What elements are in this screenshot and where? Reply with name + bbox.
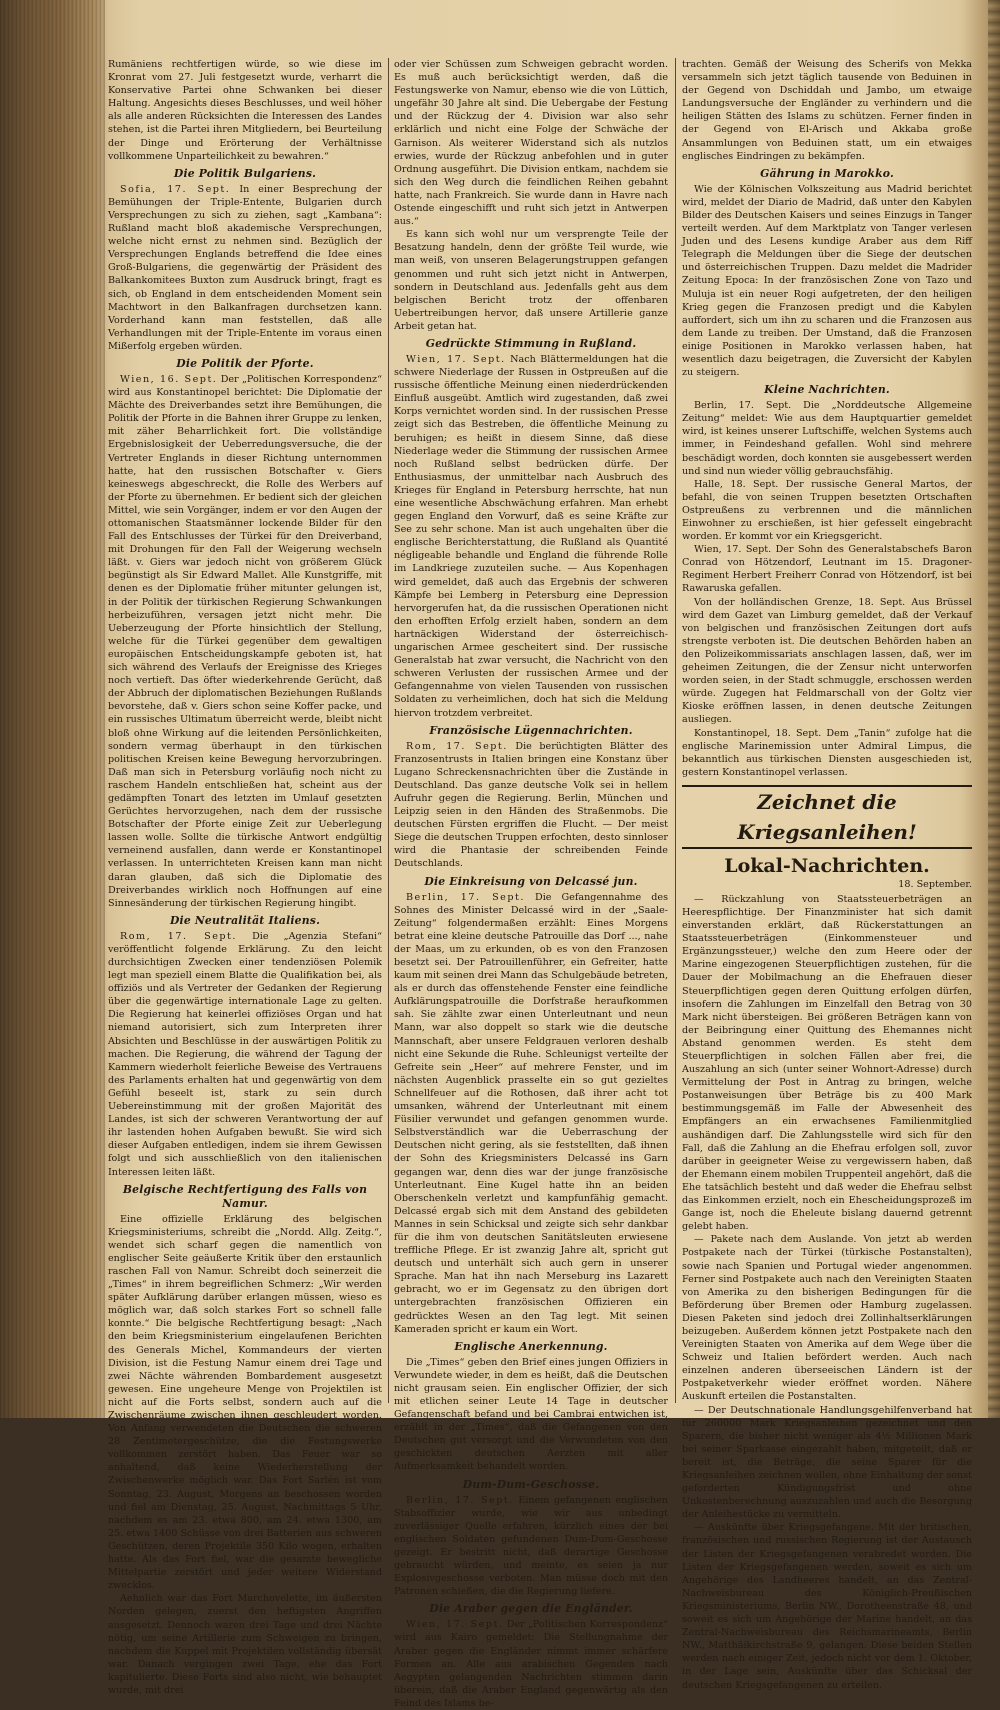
page-edge [988, 0, 1000, 1418]
article-body [394, 1618, 668, 1710]
continued-text: Rumäniens rechtfertigen würde, so wie diese im Kronrat vom 27. Juli festgesetzt wurde, verharrt die Konservative Partei ohne Schwanken bei dieser Haltung. Angesichts dieses Beschlusses, und weil höher als alle anderen Rücksichten die Interessen des Landes stehen, ist die Partei ihren Mitgliedern, bei Beurteilung der Dinge und Erörterung der Verhältnisse vollkommene Unparteilichkeit zu bewahren.“ [108, 59, 382, 162]
continued-text: oder vier Schüssen zum Schweigen gebracht worden. Es muß auch berücksichtigt werden, daß die Festungswerke von Namur, ebenso wie die von Lüttich, ungefähr 30 Jahre alt sind. Die Uebergabe der Festung und der Rückzug der 4. Division war also sehr erklärlich und nicht eine Folge der Schwäche der Garnison. Als weiterer Widerstand sich als nutzlos erwies, wurde der Rückzug anbefohlen und in guter Ordnung ausgeführt. Die Division entkam, nachdem sie sich den Weg durch die feindlichen Reihen gebahnt hatte, nach Frankreich. Sie wurde dann in Havre nach Ostende eingeschifft und ruht sich jetzt in Antwerpen aus.“ [394, 59, 668, 228]
local-item: — Pakete nach dem Auslande. Von jetzt ab werden Postpakete nach der Türkei (türkische Postanstalten), sowie nach Spanien und Portugal wieder angenommen. Ferner sind Postpakete auch nach den Vereinigten Staaten von Amerika zu den bisherigen Bedingungen für die Beförderung über Bremen oder Hamburg zugelassen. Diesen Paketen sind jedoch drei Zollinhaltserklärungen beizugeben. Außerdem können jetzt Postpakete nach den Vereinigten Staaten von Amerika auf dem Wege über die Schweiz und Italien befördert werden. Auch nach einzelnen anderen überseeischen Ländern ist der Postpaketverkehr wieder eröffnet worden. Nähere Auskunft erteilen die Postanstalten. [682, 1234, 972, 1403]
article-text: Die Gefangennahme des Sohnes des Minister Delcassé wird in der „Saale-Zeitung“ folgendermaßen erzählt: Eines Morgens betrat eine kleine deutsche Patrouille das Dorf ..., nahe der Maas, um zu erkunden, ob es von den Franzosen besetzt sei. Der Patrouillenführer, ein Gefreiter, hatte kaum mit seinen drei Mann das Schulgebäude betreten, als er durch das offenstehende Fenster eine feindliche Aufklärungspatrouille die Dorfstraße heraufkommen sah. Sie zählte zwar einen Unterleutnant und neun Mann, war also doppelt so stark wie die deutsche Mannschaft, aber unsere Feldgrauen verloren deshalb nicht eine Sekunde die Ruhe. Schleunigst verteilte der Gefreite sein „Heer“ auf mehrere Fenster, und im nächsten Augenblick prasselte ein so gut gezieltes Schnellfeuer auf die Rothosen, daß ihrer acht tot umsanken, während der Unterleutnant mit einem Füsilier verwundet und gefangen genommen wurde. Selbstverständlich war die Ueberraschung der Deutschen nicht gering, als sie feststellten, daß ihnen der Sohn des Kriegsministers Delcassé ins Garn gegangen war, denn dies war der junge französische Unterleutnant. Eine Kugel hatte ihn an beiden Oberschenkeln verletzt und kampfunfähig gemacht. Delcassé ergab sich mit dem Anstand des gebildeten Mannes in sein Schicksal und zeigte sich sehr dankbar für die ihm von deutschen Sanitätsleuten erwiesene treffliche Pflege. Er ist zwanzig Jahre alt, spricht gut deutsch und unterhält sich auch gern in unserer Sprache. Man hat ihn nach Merseburg ins Lazarett gebracht, wo er im Gegensatz zu den übrigen dort untergebrachten französischen Offizieren ein gedrücktes Wesen an den Tag legt. Mit seinen Kameraden spricht er kaum ein Wort. [394, 891, 668, 1335]
article-body [108, 183, 382, 353]
dateline: Sofia, 17. Sept. [120, 183, 231, 195]
news-item: Berlin, 17. Sept. Die „Norddeutsche Allgemeine Zeitung“ meldet: Wie aus dem Hauptquartier gemeldet wird, ist keines unserer Luftschiffe, welchen Systems auch immer, in Feindeshand gefallen. Wohl sind mehrere beschädigt worden, doch konnten sie ausgebessert werden und sind nun wieder völlig gebrauchsfähig. [682, 400, 972, 477]
dateline: Rom, 17. Sept. [120, 930, 237, 942]
article-title: Die Araber gegen die Engländer. [429, 1602, 633, 1616]
article-title: Gährung in Marokko. [760, 166, 894, 180]
article-body [394, 353, 668, 720]
dateline: Wien, 17. Sept. [406, 353, 506, 365]
dateline: Rom, 17. Sept. [406, 740, 508, 752]
article-text: Einem gefangenen englischen Stabsoffizier wurde, wie wir aus unbedingt zuverlässiger Quelle erfahren, kürzlich eines der bei englischen Soldaten gefundenen Dum-Dum-Geschosse gezeigt. Er bestritt nicht, daß derartige Geschosse gebraucht würden, und meinte, es seien ja nur Explosivgeschosse verboten. Man müsse doch mit den Patronen schießen, die die Regierung liefere. [394, 1494, 668, 1598]
news-item: Von der holländischen Grenze, 18. Sept. Aus Brüssel wird dem Gazet van Limburg gemeldet, daß der Verkauf von belgischen und französischen Zeitungen dort aufs strengste verboten ist. Die deutschen Behörden haben an den Polizeikommissariats anschlagen lassen, daß, wer im geheimen Zeitungen, die der Zensur nicht unterworfen worden seien, in der Stadt schmuggle, erschossen werden würde. Zugegen hat Feldmarschall von der Goltz vier Kioske eröffnen lassen, in denen deutsche Zeitungen ausliegen. [682, 596, 972, 726]
article-title: Die Politik der Pforte. [176, 356, 314, 370]
dateline: Berlin, 17. Sept. [406, 891, 525, 903]
article-title: Dum-Dum-Geschosse. [462, 1477, 600, 1491]
column-1 [108, 58, 382, 1696]
article-title: Die Einkreisung von Delcassé jun. [424, 874, 638, 888]
article-text: Die „Agenzia Stefani“ veröffentlicht folgende Erklärung. Zu den leicht durchsichtigen Zwecken einer tendenziösen Polemik legt man speziell einem Blatte die Qualifikation bei, als offiziös und als Vertreter der Gedanken der Regierung über die gegenwärtige internationale Lage zu gelten. Die Regierung hat keinerlei offiziöses Organ und hat niemand autorisiert, sich zum Interpreten ihrer Absichten und Beschlüsse in der auswärtigen Politik zu machen. Die Regierung, die während der Tagung der Kammern wiederholt feierliche Beweise des Vertrauens des Parlaments erhalten hat und gegenwärtig von dem Gefühl beseelt ist, stark zu sein durch Uebereinstimmung mit der großen Majorität des Landes, ist sich der schweren Verantwortung der auf ihr lastenden hohen Aufgaben bewußt. Sie wird sich dieser Aufgaben entledigen, indem sie ihrem Gewissen folgt und sich ausschließlich von den italienischen Interessen leiten läßt. [108, 930, 382, 1178]
column-rule [388, 58, 389, 1403]
local-item: — Der Deutschnationale Handlungsgehilfenverband hat für 260000 Mark Kriegsanleihen gezeichnet und den Sparern, die bisher nicht weniger als 4½ Millionen Mark bei seiner Sparkasse eingezahlt haben, mitgeteilt, daß er bereit ist, die Beträge, die seine Sparer für die Kriegsanleihen zeichnen wollen, ohne Einhaltung der sonst geforderten Kündigungsfrist und ohne Unkostenberechnung auszuzahlen und auch die Besorgung der Anleihestücke zu vermitteln. [682, 1404, 972, 1521]
news-item: Wien, 17. Sept. Der Sohn des Generalstabschefs Baron Conrad von Hötzendorf, Leutnant im 15. Dragoner-Regiment Herbert Freiherr Conrad von Hötzendorf, ist bei Rawaruska gefallen. [682, 544, 972, 595]
article-title: Gedrückte Stimmung in Rußland. [425, 336, 637, 350]
section-heading: Lokal-Nachrichten. [724, 854, 930, 877]
article-body [108, 930, 382, 1179]
article-body [394, 740, 668, 871]
continued-text: trachten. Gemäß der Weisung des Scherifs von Mekka versammeln sich jetzt täglich tausende von Beduinen in der Gegend von Dschiddah und Jambo, um etwaige Landungsversuche der Engländer zu verhindern und die heiligen Stätten des Islams zu schützen. Ferner finden in der Gegend von El-Arisch und Akkaba große Ansammlungen von Beduinen statt, um ein etwaiges englisches Eindringen zu bekämpfen. [682, 59, 972, 162]
article-title: Französische Lügennachrichten. [429, 723, 633, 737]
article-body: Eine offizielle Erklärung des belgischen Kriegsministeriums, schreibt die „Nordd. Allg. Zeitg.“, wendet sich scharf gegen die namentlich von englischer Seite geäußerte Kritik über den erstaunlich raschen Fall von Namur. Schreibt doch seinerzeit die „Times“ in ihrem begreiflichen Schmerz: „Wir werden später Aufklärung darüber erlangen müssen, wieso es möglich war, daß solch starkes Fort so schnell falle konnte.“ Die belgische Rechtfertigung besagt: „Nach den beim Kriegsministerium eingelaufenen Berichten des Generals Michel, Kommandeurs der vierten Division, ist die Festung Namur einem drei Tage und zwei Nächte währenden Bombardement ausgesetzt gewesen. Eine ungeheure Menge von Projektilen ist nicht auf die Forts selbst, sondern auch auf die Zwischenräume zwischen ihnen geschleudert worden. Von Anfang verwendeten die Deutschen die schweren 28 Zentimetergeschütze, die die Festungswerke vollkommen zerstört haben. Das Feuer war so anhaltend, daß keine Wiederherstellung der Zwischenwerke möglich war. Das Fort Sarlén ist vom Sonntag, 23. August, Morgens an beschossen worden und fiel am Dienstag, 25. August, Nachmittags 5 Uhr, nachdem es am 23. etwa 800, am 24. etwa 1300, am 25. etwa 1400 Schüsse von drei Batterien aus schweren Geschützen, deren Projektile 350 Kilo wogen, erhalten hatte. Als das Fort fiel, war die gesamte bewegliche Mittelpartie zerstört und jeder weitere Widerstand zwecklos. [108, 1213, 382, 1592]
article-body: Aehnlich war das Fort Marchovelette, im äußersten Norden gelegen, zuerst den heftigsten Angriffen ausgesetzt. Dennoch waren drei Tage und drei Nächte nötig, um seine Artillerie zum Schweigen zu bringen, nachdem die Kuppel mit Projektilen vollständig übersät war. Danach vergingen zwei Tage, ehe das Fort kapitulierte. Diese Forts sind also nicht, wie behauptet wurde, mit drei [108, 1593, 382, 1696]
article-title: Die Politik Bulgariens. [173, 166, 317, 180]
article-title: Kleine Nachrichten. [764, 383, 890, 397]
article-body: Wie der Kölnischen Volkszeitung aus Madrid berichtet wird, meldet der Diario de Madrid, daß unter den Kabylen Bilder des Deutschen Kaisers und seines Einzugs in Tanger verteilt werden. Auf dem Marktplatz von Tanger verlesen Juden und des Lesens kundige Araber aus dem Riff Telegraph die Meldungen über die Siege der deutschen und österreichischen Truppen. Dazu meldet die Madrider Zeitung Epoca: In der französischen Zone von Tazo und Muluja ist ein neuer Rogi aufgetreten, der den heiligen Krieg gegen die Franzosen predigt und die Kabylen auffordert, sich um ihn zu scharen und die Franzosen aus dem Lande zu treiben. Der Umstand, daß die Franzosen einige Positionen in Marokko verlassen haben, hat wesentlich dazu beigetragen, die Zuversicht der Kabylen zu steigern. [682, 183, 972, 379]
article-title: Die Neutralität Italiens. [169, 913, 321, 927]
news-item: Halle, 18. Sept. Der russische General Martos, der befahl, die von seinen Truppen besetzten Ortschaften Ostpreußens zu verbrennen und die männlichen Einwohner zu erschießen, ist hier gefesselt eingebracht worden. Er kommt vor ein Kriegsgericht. [682, 478, 972, 543]
newspaper-page [108, 58, 984, 1709]
article-body [394, 1494, 668, 1599]
article-body [108, 373, 382, 910]
column-2 [394, 58, 668, 1709]
section-date: 18. September. [898, 878, 972, 890]
article-text: In einer Besprechung der Bemühungen der Triple-Entente, Bulgarien durch Versprechungen zu sich zu ziehen, sagt „Kambana“: Rußland macht bloß akademische Versprechungen, welche nicht ernst zu nehmen sind. Bezüglich der Versprechungen Englands betreffend die Idee eines Groß-Bulgariens, die gegenwärtig der Präsident des Balkankomitees Buxton zum Ausdruck bringt, fragt es sich, ob England in dem entscheidenden Moment sein Machtwort in den Balkanfragen durchsetzen kann. Vorderhand kann man feststellen, daß alle Verhandlungen mit der Triple-Entente im voraus einen Mißerfolg ergeben würden. [108, 183, 382, 352]
article-text: Nach Blättermeldungen hat die schwere Niederlage der Russen in Ostpreußen auf die russische öffentliche Meinung einen niederdrückenden Einfluß ausgeübt. Amtlich wird zugestanden, daß zwei Korps vernichtet worden sind. In der russischen Presse zeigt sich das Bestreben, die öffentliche Meinung zu beruhigen; es heißt in diesem Sinne, daß diese Niederlage weder die Stimmung der russischen Armee noch Rußland selbst bedrücken dürfe. Der Enthusiasmus, der unmittelbar nach Ausbruch des Krieges für England in Petersburg herrschte, hat nun eine wesentliche Abschwächung erfahren. Man erhebt gegen England den Vorwurf, daß es seine Kräfte zur See zu sehr schone. Man ist auch ungehalten über die englische Berichterstattung, die Rußland als Quantité négligeable behandle und England die führende Rolle im Landkriege zuzuteilen suche. — Aus Kopenhagen wird gemeldet, daß auch das Ergebnis der schweren Kämpfe bei Lemberg in Petersburg eine Depression hervorgerufen hat, da die russischen Operationen nicht den erhofften Erfolg erzielt haben, sondern an dem hartnäckigen Widerstand der österreichisch-ungarischen Armee gescheitert sind. Der russische Generalstab hat zwar versucht, die Nachricht von den schweren Verlusten der russischen Armee und der Gefangennahme von vielen Tausenden von russischen Soldaten zu verheimlichen, doch hat sich die Meldung hiervon trotzdem verbreitet. [394, 353, 668, 719]
dateline: Berlin, 17. Sept. [406, 1494, 514, 1506]
article-title: Belgische Rechtfertigung des Falls von Namur. [122, 1182, 368, 1210]
column-rule [675, 58, 676, 1403]
article-text: Die berüchtigten Blätter des Franzosentrusts in Italien bringen eine Konstanz über Lugano Schreckensnachrichten über die Zustände in Deutschland. Das ganze deutsche Volk sei in hellem Aufruhr gegen die Regierung. Berlin, München und Leipzig seien in den Händen des Straßenmobs. Die deutschen Fürsten ergriffen die Flucht. — Der meist Siege die deutschen Truppen erfochten, desto sinnloser wird die Phantasie der schreibenden Feinde Deutschlands. [394, 740, 668, 870]
article-title: Englische Anerkennung. [454, 1339, 608, 1353]
war-bond-banner: Zeichnet die Kriegsanleihen! [682, 785, 972, 849]
article-body [394, 891, 668, 1336]
article-text: Der „Politischen Korrespondenz“ wird aus Konstantinopel berichtet: Die Diplomatie der Mächte des Dreiverbandes setzt ihre Bemühungen, die Politik der Pforte in die Bahnen ihrer Gruppe zu lenken, mit zäher Beharrlichkeit fort. Die vollständige Ergebnislosigkeit der Ueberredungsversuche, die der Vertreter Englands in dieser Richtung unternommen hatte, hat den russischen Botschafter v. Giers keineswegs abgeschreckt, die Rolle des Werbers auf der Pforte zu übernehmen. Er bedient sich der gleichen Mittel, wie sein Vorgänger, indem er vor den Augen der ottomanischen Staatsmänner lockende Bilder für den Fall des Entschlusses der Türkei für den Dreiverband, mit Drohungen für den Fall der Weigerung wechseln läßt. v. Giers war jedoch nicht von größerem Glück begünstigt als Sir Edward Mallet. Alle Kunstgriffe, mit denen es der Diplomatie früher mitunter gelungen ist, in der Politik der türkischen Regierung Schwankungen herbeizuführen, versagen jetzt nicht mehr. Die Ueberzeugung der Pforte hinsichtlich der Stellung, welche für die Türkei gegenüber dem gewaltigen europäischen Entscheidungskampfe geboten ist, hat sich während des Verlaufs der Ereignisse des Krieges noch vertieft. Das öfter wiederkehrende Gerücht, daß der Abbruch der diplomatischen Beziehungen Rußlands bevorstehe, daß v. Giers schon seine Koffer packe, und ein russisches Ultimatum überreicht werde, bleibt nicht bloß ohne Wirkung auf die leitenden Persönlichkeiten, sondern vermag überhaupt in den türkischen politischen Kreisen keine Bewegung hervorzubringen. Daß man sich in Petersburg vorläufig noch nicht zu raschem Handeln entschließen hat, scheint aus der gedämpften Tonart des letzten im Umlauf gesetzten Gerüchtes hervorzugehen, nach dem der russische Botschafter der Pforte einige Zeit zur Ueberlegung lassen wolle. Sollte die türkische Antwort endgültig verneinend ausfallen, dann werde er Konstantinopel verlassen. In unterrichteten Kreisen kann man nicht daran glauben, daß sich die Diplomatie des Dreiverbandes wirklich noch Hoffnungen auf eine Sinnesänderung der türkischen Regierung hingibt. [108, 373, 382, 909]
news-item: Konstantinopel, 18. Sept. Dem „Tanin“ zufolge hat die englische Marinemission unter Admiral Limpus, die bekanntlich aus türkischen Diensten ausgeschieden ist, gestern Konstantinopel verlassen. [682, 727, 972, 778]
article-body: Es kann sich wohl nur um versprengte Teile der Besatzung handeln, denn der größte Teil wurde, wie man weiß, von unseren Belagerungstruppen gefangen genommen und ruht sich jetzt nicht in Antwerpen, sondern in Deutschland aus. Jedenfalls geht aus dem belgischen Bericht trotz der offenbaren Uebertreibungen hervor, daß unsere Artillerie ganze Arbeit getan hat. [394, 229, 668, 332]
article-body: Die „Times“ geben den Brief eines jungen Offiziers in Verwundete wieder, in dem es heißt, daß die Deutschen nicht grausam seien. Ein englischer Offizier, der sich mit etlichen seiner Leute 14 Tage in deutscher Gefangenschaft befand und bei Cambrai entwichen ist, erzählt in der „Times“, daß die Gefangenen von den Deutschen gut versorgt und die Verwundeten von den geschickten deutschen Aerzten mit aller Aufmerksamkeit behandelt worden. [394, 1356, 668, 1473]
book-binding [0, 0, 105, 1418]
dateline: Wien, 16. Sept. [120, 373, 218, 385]
column-3 [682, 58, 972, 1691]
dateline: Wien, 17. Sept. [406, 1619, 504, 1631]
local-item: — Auskünfte über Kriegsgefangene. Mit der britischen, französischen und russischen Regierung ist der Austausch der Listen der Kriegsgefangenen verabredet worden. Die Listen der Kriegsgefangenen werden, soweit es sich um Angehörige des Landheeres handelt, an das Zentral-Nachweisbureau des Königlich-Preußischen Kriegsministeriums, Berlin NW., Dorotheenstraße 48, und soweit es sich um Angehörige der Marine handelt, an das Zentral-Nachweisbureau des Reichsmarineamts, Berlin NW., Matthäikirchstraße 9, gelangen. Diese beiden Stellen werden nach einiger Zeit, jedoch nicht vor dem 1. Oktober, in der Lage sein, Auskünfte über das Schicksal der deutschen Kriegsgefangenen zu erteilen. [682, 1522, 972, 1691]
local-item: — Rückzahlung von Staatssteuerbeträgen an Heerespflichtige. Der Finanzminister hat sich damit einverstanden erklärt, daß Rückerstattungen an Staatssteuerbeträgen (Einkommensteuer und Ergänzungssteuer,) welche den zum Heere oder der Marine eingezogenen Steuerpflichtigen zustehen, für die Dauer der Mobilmachung an die Ehefrauen dieser Steuerpflichtigen gegen deren Quittung erfolgen dürfen, insofern die Zahlungen im Einzelfall den Betrag von 30 Mark nicht übersteigen. Bei größeren Beträgen kann von der Beibringung einer Quittung des Ehemannes nicht Abstand genommen werden. Es steht dem Steuerpflichtigen in solchen Fällen aber frei, die Auszahlung an sich (unter seiner Wohnort-Adresse) durch Vermittelung der Post in Antrag zu bringen, welche Postanweisungen über Beträge bis zu 400 Mark bestimmungsgemäß im Falle der Abwesenheit des Empfängers an ein erwachsenes Familienmitglied aushändigen darf. Die Zahlungsstelle wird sich für den Fall, daß die Zahlung an die Ehefrau erfolgen soll, zuvor darüber in geeigneter Weise zu vergewissern haben, daß der Ehemann einem mobilen Truppenteil angehört, daß die Ehe tatsächlich besteht und daß weder die Ehefrau selbst das Einkommen erzielt, noch ein Ehescheidungsprozeß im Gange ist, noch die Eheleute bislang dauernd getrennt gelebt haben. [682, 893, 972, 1233]
article-text: Der „Politischen Korrespondenz“ wird aus Kairo gemeldet: Die Stellungnahme der Araber gegen die Engländer nimmt immer schärfere Formen an. Alle aus arabischen Gegenden nach Aegypten gelangenden Nachrichten stimmen darin überein, daß die Araber England gegenwärtig als den Feind des Islams be- [394, 1619, 668, 1709]
